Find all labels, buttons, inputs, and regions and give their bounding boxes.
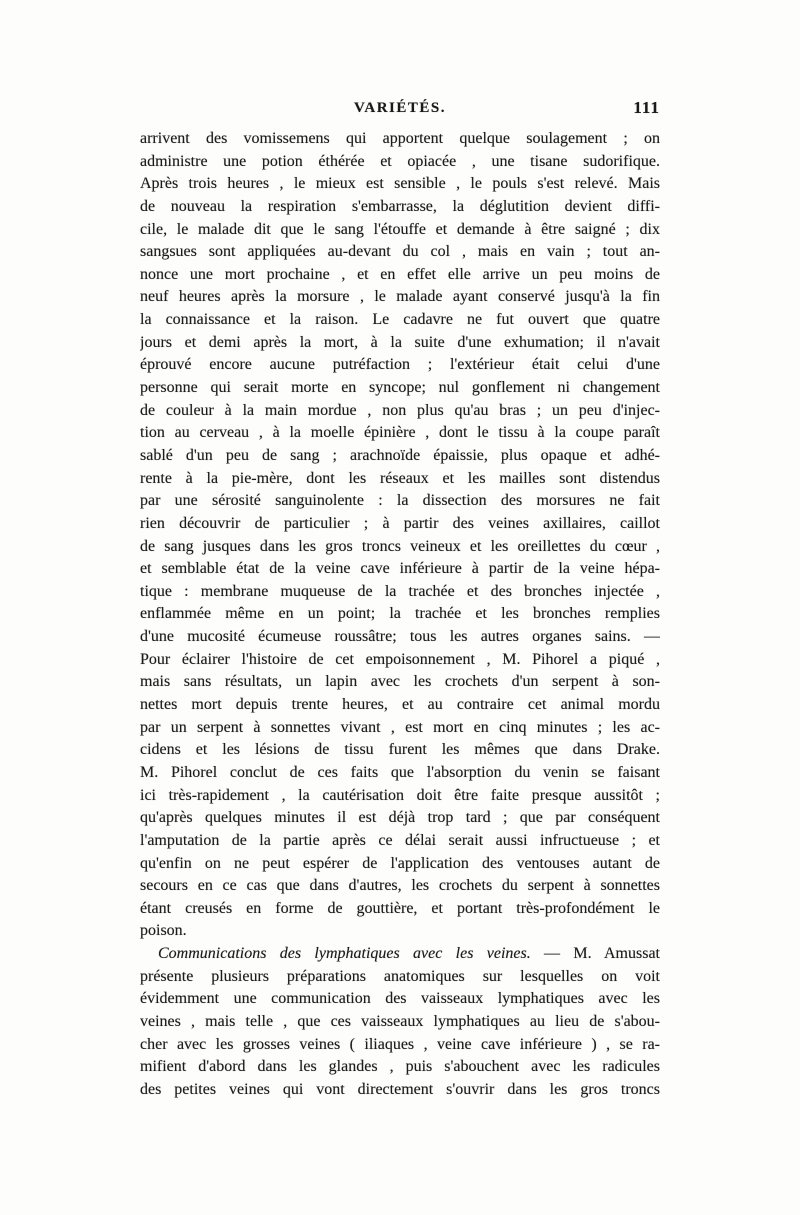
text-line: qu'enfin on ne peut espérer de l'application des ventouses autant de: [140, 854, 660, 872]
text-line: ici très-rapidement , la cautérisation doit être faite presque aussitôt ;: [140, 786, 660, 804]
running-title: VARIÉTÉS.: [353, 100, 446, 116]
paragraph-lymphatics: [140, 943, 660, 1101]
text-line: des petites veines qui vont directement s'ouvrir dans les gros troncs: [140, 1080, 660, 1098]
text-line: mais sans résultats, un lapin avec les crochets d'un serpent à son-: [140, 673, 660, 691]
running-head: [140, 100, 660, 124]
section-title: Communications des lymphatiques avec les veines.: [158, 945, 531, 963]
text-line: personne qui serait morte en syncope; nul gonflement ni changement: [140, 379, 660, 397]
text-line: cher avec les grosses veines ( iliaques , veine cave inférieure ) , se ra-: [140, 1035, 660, 1053]
text-line: la connaissance et la raison. Le cadavre ne fut ouvert que quatre: [140, 311, 660, 329]
text-line: cile, le malade dit que le sang l'étouffe et demande à être saigné ; dix: [140, 220, 660, 238]
text-line: veines , mais telle , que ces vaisseaux lymphatiques au lieu de s'abou-: [140, 1012, 660, 1030]
page-number: 111: [633, 98, 660, 117]
text-line: rien découvrir de particulier ; à partir des veines axillaires, caillot: [140, 514, 660, 532]
text-line: nonce une mort prochaine , et en effet elle arrive un peu moins de: [140, 265, 660, 283]
text-line: tique : membrane muqueuse de la trachée et des bronches injectée ,: [140, 582, 660, 600]
text-line: d'une mucosité écumeuse roussâtre; tous les autres organes sains. —: [140, 628, 660, 646]
text-line: étant creusés en forme de gouttière, et portant très-profondément le: [140, 899, 660, 917]
text-line: M. Pihorel conclut de ces faits que l'absorption du venin se faisant: [140, 763, 660, 781]
text-line: de sang jusques dans les gros troncs veineux et les oreillettes du cœur ,: [140, 537, 660, 555]
text-line: qu'après quelques minutes il est déjà trop tard ; que par conséquent: [140, 809, 660, 827]
text-line: jours et demi après la mort, à la suite d'une exhumation; il n'avait: [140, 333, 660, 351]
text-line: administre une potion éthérée et opiacée , une tisane sudorifique.: [140, 152, 660, 170]
text-line: par une sérosité sanguinolente : la dissection des morsures ne fait: [140, 492, 660, 510]
text-line: éprouvé encore aucune putréfaction ; l'extérieur était celui d'une: [140, 356, 660, 374]
text-line: sangsues sont appliquées au-devant du col , mais en vain ; tout an-: [140, 243, 660, 261]
text-line: mifient d'abord dans les glandes , puis s'abouchent avec les radicules: [140, 1058, 660, 1076]
text-line: enflammée même en un point; la trachée et les bronches remplies: [140, 605, 660, 623]
text-line: rente à la pie-mère, dont les réseaux et les mailles sont distendus: [140, 469, 660, 487]
text-line: Pour éclairer l'histoire de cet empoisonnement , M. Pihorel a piqué ,: [140, 650, 660, 668]
text-line: et semblable état de la veine cave inférieure à partir de la veine hépa-: [140, 560, 660, 578]
text-line: nettes mort depuis trente heures, et au contraire cet animal mordu: [140, 696, 660, 714]
body-text: [140, 128, 660, 1102]
text-line: l'amputation de la partie après ce délai serait aussi infructueuse ; et: [140, 831, 660, 849]
text-line: de couleur à la main mordue , non plus qu'au bras ; un peu d'injec-: [140, 401, 660, 419]
paragraph-heading-line: [140, 943, 660, 966]
text-line: poison.: [140, 922, 187, 940]
paragraph-snake-bite: [140, 128, 660, 943]
text-line: arrivent des vomissemens qui apportent quelque soulagement ; on: [140, 130, 660, 147]
text-line: sablé d'un peu de sang ; arachnoïde épaissie, plus opaque et adhé-: [140, 446, 660, 464]
heading-line-rest: — M. Amussat: [530, 945, 660, 963]
text-line: présente plusieurs préparations anatomiques sur lesquelles on voit: [140, 967, 660, 985]
text-line: évidemment une communication des vaisseaux lymphatiques avec les: [140, 990, 660, 1008]
text-line: Après trois heures , le mieux est sensible , le pouls s'est relevé. Mais: [140, 175, 660, 193]
text-line: neuf heures après la morsure , le malade ayant conservé jusqu'à la fin: [140, 288, 660, 306]
text-line: de nouveau la respiration s'embarrasse, la déglutition devient diffi-: [140, 197, 660, 215]
text-line: cidens et les lésions de tissu furent les mêmes que dans Drake.: [140, 741, 660, 759]
text-line: par un serpent à sonnettes vivant , est mort en cinq minutes ; les ac-: [140, 718, 660, 736]
text-line: tion au cerveau , à la moelle épinière , dont le tissu à la coupe paraît: [140, 424, 660, 442]
text-line: secours en ce cas que dans d'autres, les crochets du serpent à sonnettes: [140, 877, 660, 895]
